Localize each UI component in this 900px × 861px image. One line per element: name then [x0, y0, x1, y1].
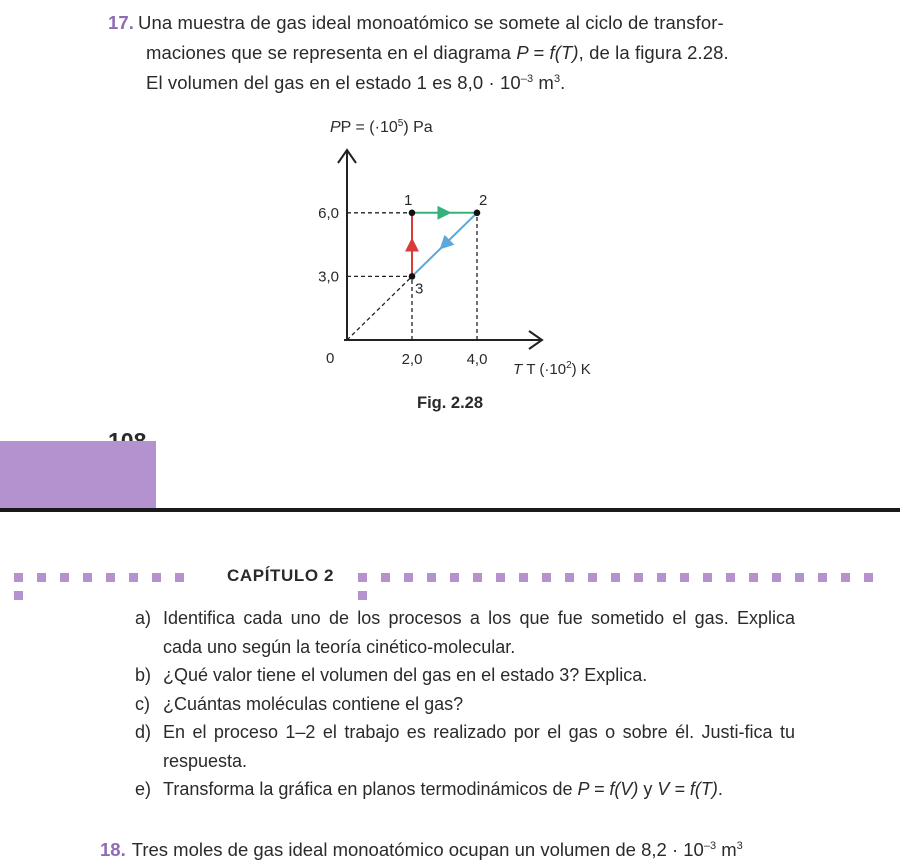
state-point-3	[409, 273, 416, 280]
decorative-square	[152, 573, 161, 582]
decorative-square	[358, 591, 367, 600]
question-text: En el proceso 1–2 el trabajo es realizado por el gas o sobre él. Justi-fica tu respuesta.	[163, 722, 795, 771]
decorative-square	[611, 573, 620, 582]
question-label: e)	[135, 779, 152, 799]
y-axis-label: PP = $(\cdot 10^5)$ Pa	[330, 118, 433, 136]
question-label: a)	[135, 608, 152, 628]
question-text: Identifica cada uno de los procesos a los que fue sometido el gas. Explica cada uno según la teoría cinético-molecular.	[163, 608, 795, 657]
x-label-unit-wrap	[572, 361, 591, 378]
x-tick-label: 4,0	[466, 351, 488, 368]
question-label: d)	[135, 722, 152, 742]
x-label-unit: ) K	[571, 361, 591, 378]
problem-unit-exp: 3	[553, 73, 561, 85]
decorative-square	[473, 573, 482, 582]
decorative-square	[795, 573, 804, 582]
x-axis-label: T T $(\cdot 10^2)$ K	[513, 360, 591, 378]
decorative-square	[106, 573, 115, 582]
problem-17	[108, 8, 808, 98]
question-item	[135, 718, 795, 775]
state-point-1	[409, 210, 416, 217]
decorative-square	[381, 573, 390, 582]
question-text: ¿Cuántas moléculas contiene el gas?	[163, 693, 464, 714]
question-text	[163, 775, 795, 804]
decorative-square	[749, 573, 758, 582]
problem-text-3a: El volumen del gas en el estado 1 es 8,0 · 10	[146, 72, 521, 93]
decorative-squares-left	[14, 573, 214, 582]
question-label: b)	[135, 665, 152, 685]
question-label: c)	[135, 693, 150, 714]
state-label-3: 3	[415, 280, 424, 298]
decorative-square	[726, 573, 735, 582]
decorative-square	[634, 573, 643, 582]
question-text-e: .	[717, 779, 723, 799]
question-text-a: Transforma la gráfica en planos termodinámicos de	[163, 779, 578, 799]
decorative-square	[450, 573, 459, 582]
chapter-label: CAPÍTULO 2	[227, 566, 335, 585]
question-text: ¿Qué valor tiene el volumen del gas en el estado 3? Explica.	[163, 665, 648, 685]
decorative-square	[703, 573, 712, 582]
decorative-square	[496, 573, 505, 582]
x-label-exp: 2	[566, 360, 572, 371]
y-label-exp: 5	[397, 118, 404, 129]
decorative-square	[588, 573, 597, 582]
state-label-1: 1	[404, 191, 413, 209]
question-text-c: y	[638, 779, 658, 799]
decorative-square	[404, 573, 413, 582]
problem-unit: m	[716, 839, 737, 860]
problem-number: 18.	[100, 839, 126, 860]
x-label-base: T (·10	[526, 361, 567, 378]
process-lines	[412, 213, 477, 277]
problem-unit: m	[533, 72, 554, 93]
y-tick-label: 3,0	[318, 268, 339, 286]
tick-labels	[318, 205, 487, 368]
question-item	[135, 661, 795, 690]
decorative-square	[772, 573, 781, 582]
problem-period: .	[560, 72, 566, 93]
formula-p-v: P = f(V)	[577, 779, 639, 799]
question-item	[135, 690, 795, 719]
question-list	[135, 604, 795, 804]
y-tick-label: 6,0	[318, 204, 339, 222]
decorative-square	[657, 573, 666, 582]
origin-label: 0	[326, 350, 335, 367]
decorative-square	[14, 591, 23, 600]
problem-exp: –3	[703, 840, 717, 852]
problem-line-3	[108, 68, 808, 98]
x-tick-label: 2,0	[401, 351, 423, 368]
decorative-square	[60, 573, 69, 582]
state-label-2: 2	[479, 191, 488, 209]
problem-text: Tres moles de gas ideal monoatómico ocupan un volumen de 8,2 · 10	[131, 839, 704, 860]
decorative-square	[358, 573, 367, 582]
decorative-square	[565, 573, 574, 582]
problem-formula: P = f(T)	[516, 42, 579, 63]
problem-18	[100, 839, 743, 861]
decorative-square	[129, 573, 138, 582]
decorative-square	[427, 573, 436, 582]
decorative-square	[37, 573, 46, 582]
decorative-square	[864, 573, 873, 582]
decorative-square	[542, 573, 551, 582]
decorative-squares-right	[358, 573, 900, 582]
pt-diagram	[300, 108, 620, 393]
question-item	[135, 604, 795, 661]
problem-exp: –3	[520, 73, 534, 85]
figure-caption: Fig. 2.28	[416, 394, 484, 412]
question-item	[135, 775, 795, 804]
process-2-3	[412, 213, 477, 277]
problem-number: 17.	[108, 12, 135, 33]
problem-line-1	[108, 8, 808, 38]
problem-unit-exp: 3	[736, 840, 743, 852]
decorative-square	[519, 573, 528, 582]
chapter-header	[0, 562, 900, 592]
problem-text-2a: maciones que se representa en el diagrama	[146, 42, 517, 63]
decorative-square	[680, 573, 689, 582]
problem-line-2	[108, 38, 808, 68]
y-label-base: P = (·10	[340, 119, 398, 136]
decorative-square	[818, 573, 827, 582]
decorative-square	[841, 573, 850, 582]
decorative-square	[83, 573, 92, 582]
state-point-2	[474, 210, 481, 217]
dashed-line-origin	[347, 276, 412, 340]
decorative-square	[175, 573, 184, 582]
page-tab	[0, 441, 156, 509]
decorative-square	[14, 573, 23, 582]
problem-text-1: Una muestra de gas ideal monoatómico se somete al ciclo de transfor-	[138, 12, 724, 33]
y-label-unit: ) Pa	[403, 119, 433, 136]
page-divider	[0, 508, 900, 512]
problem-text-2c: , de la figura 2.28.	[578, 42, 729, 63]
formula-v-t: V = f(T)	[657, 779, 718, 799]
